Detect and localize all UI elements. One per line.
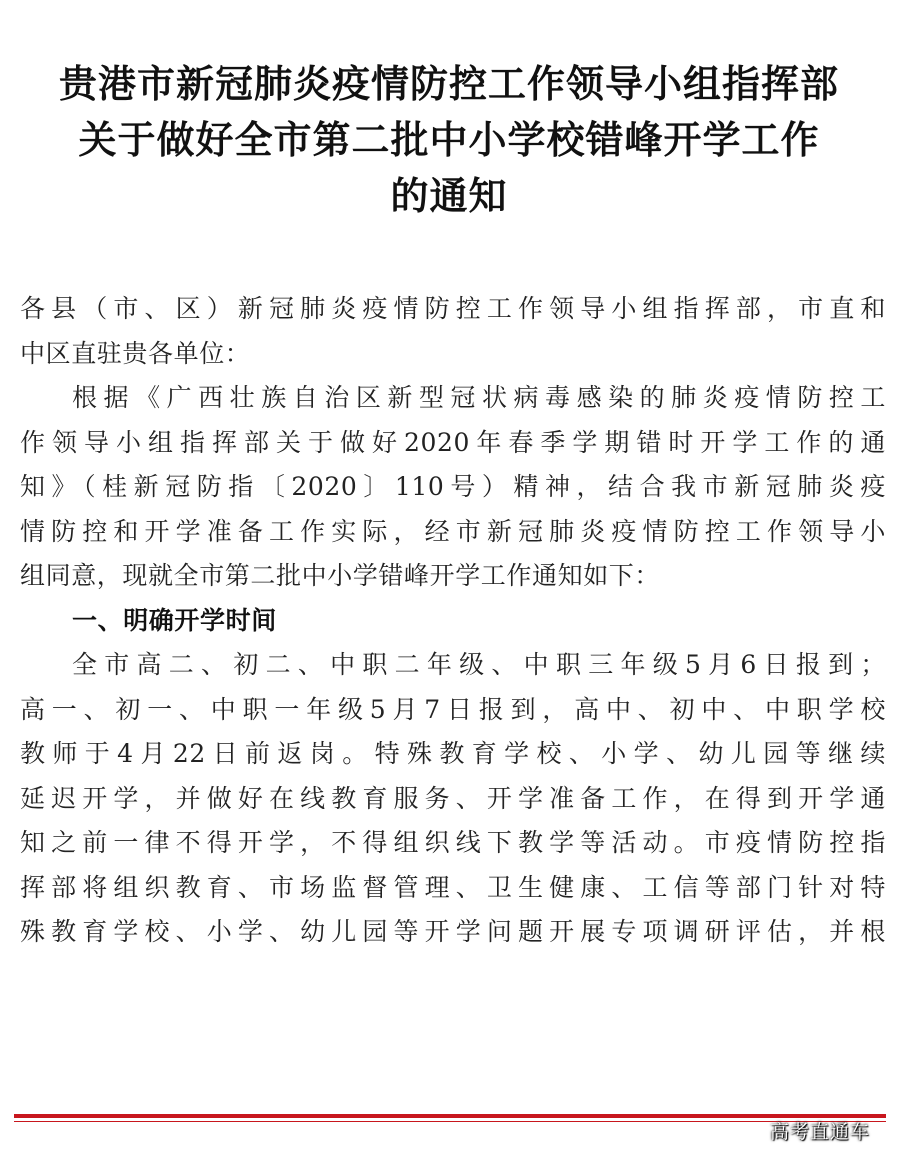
body-line-11: 教师于4月22日前返岗。特殊教育学校、小学、幼儿园等继续 <box>20 739 886 768</box>
title-line-3: 的通知 <box>390 174 508 218</box>
body-line-15: 殊教育学校、小学、幼儿园等开学问题开展专项调研评估，并根 <box>20 917 886 946</box>
body-line-addressee-1: 各县（市、区）新冠肺炎疫情防控工作领导小组指挥部，市直和 <box>20 294 886 323</box>
body-line-6: 情防控和开学准备工作实际，经市新冠肺炎疫情防控工作领导小 <box>20 516 886 546</box>
red-divider-line-thin <box>14 1121 886 1122</box>
section-heading-1: 一、明确开学时间 <box>72 605 277 635</box>
body-line-4: 作领导小组指挥部关于做好2020年春季学期错时开学工作的通 <box>20 427 886 457</box>
body-line-13: 知之前一律不得开学，不得组织线下教学等活动。市疫情防控指 <box>20 828 886 857</box>
watermark-text: 高考直通车 <box>769 1121 870 1143</box>
body-line-7: 组同意，现就全市第二批中小学错峰开学工作通知如下： <box>20 561 661 590</box>
body-line-12: 延迟开学，并做好在线教育服务、开学准备工作，在得到开学通 <box>20 783 886 813</box>
body-line-10: 高一、初一、中职一年级5月7日报到，高中、初中、中职学校 <box>20 694 886 724</box>
body-line-5: 知》（桂新冠防指〔2020〕110号）精神，结合我市新冠肺炎疫 <box>20 472 886 501</box>
red-divider-line <box>14 1114 886 1118</box>
document-title <box>0 56 898 224</box>
body-line-addressee-2: 中区直驻贵各单位： <box>20 338 251 368</box>
title-line-1: 贵港市新冠肺炎疫情防控工作领导小组指挥部 <box>58 62 839 106</box>
body-line-9: 全市高二、初二、中职二年级、中职三年级5月6日报到； <box>72 650 886 679</box>
title-line-2: 关于做好全市第二批中小学校错峰开学工作 <box>78 118 820 162</box>
document-body <box>20 287 886 955</box>
body-line-14: 挥部将组织教育、市场监督管理、卫生健康、工信等部门针对特 <box>20 872 886 902</box>
body-line-3: 根据《广西壮族自治区新型冠状病毒感染的肺炎疫情防控工 <box>72 383 886 412</box>
